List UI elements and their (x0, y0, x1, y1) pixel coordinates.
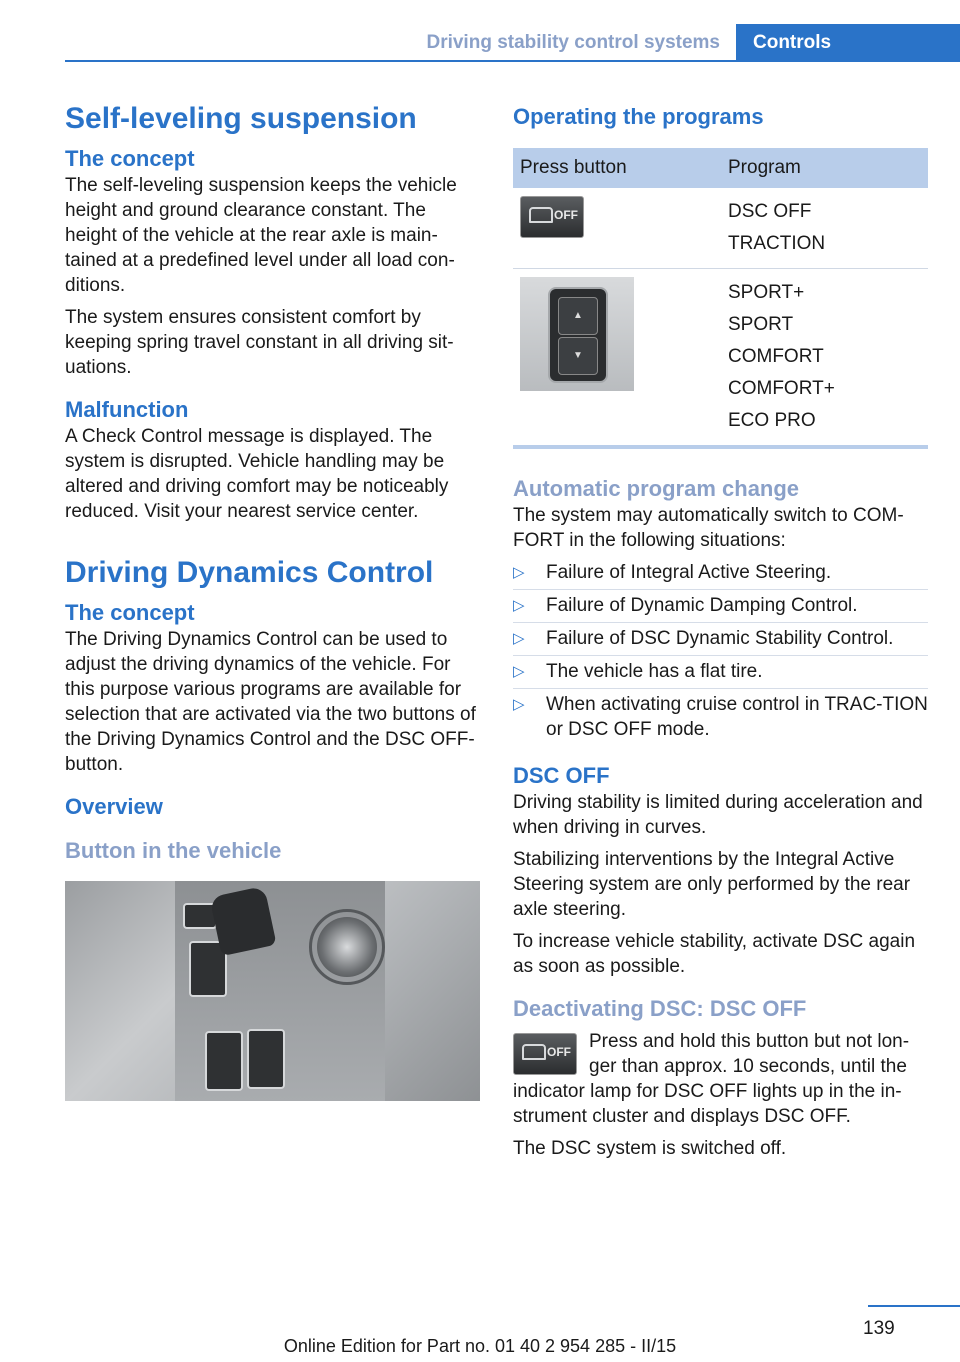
table-cell-button (513, 188, 721, 269)
triangle-bullet-icon: ▷ (513, 564, 525, 581)
parking-brake-button-photo (247, 1029, 285, 1089)
heading-self-leveling: Self-leveling suspension (65, 102, 417, 135)
page-header (0, 24, 960, 62)
driving-dynamics-rocker-icon (520, 277, 634, 391)
table-header-row (513, 148, 928, 188)
table-row (513, 269, 928, 446)
program-item: SPORT (728, 314, 794, 335)
car-skid-icon (529, 207, 553, 223)
list-item: ▷ Failure of Dynamic Damping Control. (513, 590, 928, 623)
triangle-bullet-icon: ▷ (513, 663, 525, 680)
list-item: ▷ The vehicle has a flat tire. (513, 656, 928, 689)
program-item: COMFORT (728, 346, 824, 367)
heading-overview: Overview (65, 794, 163, 819)
program-item: SPORT+ (728, 282, 805, 303)
triangle-down-icon: ▼ (558, 337, 598, 375)
table-cell-programs (721, 188, 928, 269)
list-item: ▷ Failure of Integral Active Steering. (513, 557, 928, 590)
heading-button-in-vehicle: Button in the vehicle (65, 838, 282, 863)
paragraph-concept-1b: The system ensures consistent comfort by keeping spring travel constant in all driving sit‐uations. (65, 307, 454, 378)
center-console-photo (65, 881, 480, 1101)
table-header-press-button: Press button (513, 148, 721, 188)
footer-rule (868, 1305, 960, 1307)
lower-buttons-photo (205, 1031, 243, 1091)
table-row (513, 188, 928, 269)
paragraph-concept-2: The Driving Dynamics Control can be used to adjust the driving dynamics of the vehicle. For this purpose various programs are available for selection that are activated via the two buttons of the Driving Dynamics Control and the DSC OFF-button. (65, 629, 476, 775)
list-item: ▷ Failure of DSC Dynamic Stability Control. (513, 623, 928, 656)
heading-deactivating-dsc: Deactivating DSC: DSC OFF (513, 996, 807, 1021)
header-section-title: Driving stability control systems (426, 32, 720, 53)
header-chapter-tab: Controls (736, 24, 960, 62)
page-number: 139 (863, 1318, 895, 1339)
dsc-off-button-icon-inline (513, 1033, 577, 1075)
heading-dsc-off: DSC OFF (513, 763, 610, 788)
paragraph-dsc-off-2: Stabilizing interventions by the Integral Active Steering system are only performed by the rear axle steering. (513, 849, 911, 920)
paragraph-auto-change: The system may automatically switch to COM‐FORT in the following situations: (513, 505, 904, 551)
table-cell-programs (721, 269, 928, 446)
header-rule (65, 60, 736, 62)
heading-operating-programs: Operating the programs (513, 104, 764, 129)
program-item: COMFORT+ (728, 378, 835, 399)
list-item: ▷ When activating cruise control in TRAC‐TION or DSC OFF mode. (513, 694, 928, 740)
paragraph-concept-1a: The self-leveling suspension keeps the vehicle height and ground clearance constant. The height of the vehicle at the rear axle is main‐tained at a predefined level under all load con‐ditions. (65, 175, 457, 296)
auto-change-list (513, 557, 928, 746)
table-header-program: Program (721, 148, 928, 188)
paragraph-deactivating: Press and hold this button but not lon‐ger than approx. 10 seconds, until the indicator lamp for DSC OFF lights up in the in‐strument cluster and displays DSC OFF. (513, 1031, 910, 1127)
triangle-bullet-icon: ▷ (513, 630, 525, 647)
dsc-off-button-icon (520, 196, 584, 238)
paragraph-switched-off: The DSC system is switched off. (513, 1138, 787, 1159)
left-column (65, 100, 480, 1101)
right-column (513, 103, 928, 1161)
heading-automatic-program-change: Automatic program change (513, 476, 800, 501)
program-item: DSC OFF (728, 201, 812, 222)
footer-edition: Online Edition for Part no. 01 40 2 954 285 - II/15 (283, 1336, 677, 1356)
triangle-up-icon: ▲ (558, 297, 598, 335)
heading-malfunction: Malfunction (65, 397, 189, 422)
program-item: TRACTION (728, 233, 826, 254)
triangle-bullet-icon: ▷ (513, 597, 525, 614)
paragraph-dsc-off-1: Driving stability is limited during acceleration and when driving in curves. (513, 792, 923, 838)
table-cell-button (513, 269, 721, 446)
controller-ring (309, 909, 385, 985)
paragraph-malfunction: A Check Control message is displayed. The system is disrupted. Vehicle handling may be altered and driving comfort may be noticeably reduced. Visit your nearest service center. (65, 426, 449, 522)
programs-table (513, 148, 928, 445)
dsc-off-label: OFF (554, 208, 578, 222)
paragraph-dsc-off-3: To increase vehicle stability, activate DSC again as soon as possible. (513, 931, 916, 977)
dsc-off-label: OFF (547, 1045, 571, 1059)
heading-concept-1: The concept (65, 146, 195, 171)
triangle-bullet-icon: ▷ (513, 696, 525, 713)
heading-driving-dynamics: Driving Dynamics Control (65, 556, 434, 589)
car-skid-icon (522, 1044, 546, 1060)
program-item: ECO PRO (728, 410, 816, 431)
heading-concept-2: The concept (65, 600, 195, 625)
